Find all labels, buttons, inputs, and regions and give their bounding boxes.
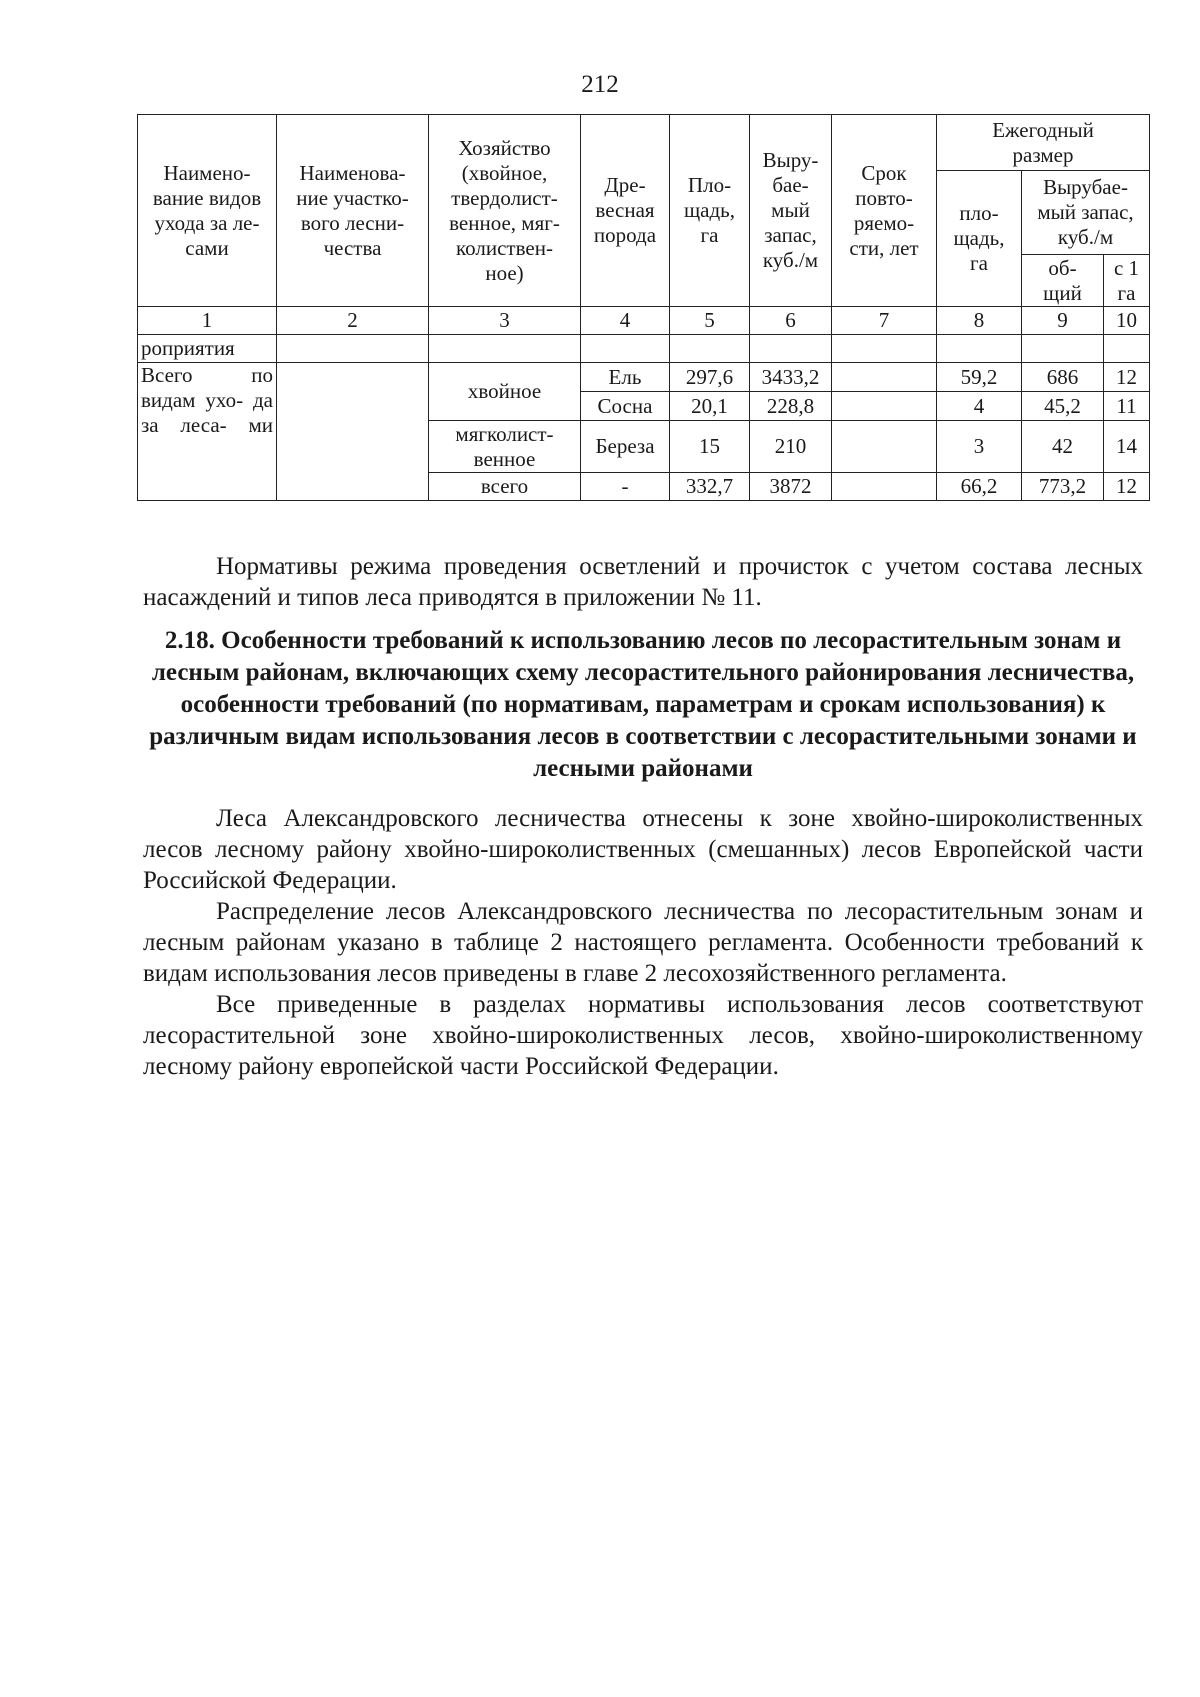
annual-total-cell: 45,2 — [1022, 392, 1104, 421]
per-hectare-cell: 14 — [1104, 421, 1150, 473]
stock-cell: 228,8 — [750, 392, 832, 421]
annual-area-cell: 4 — [937, 392, 1022, 421]
column-number: 5 — [670, 307, 750, 335]
column-number: 10 — [1104, 307, 1150, 335]
species-cell: Береза — [581, 421, 670, 473]
stock-cell: 3872 — [750, 473, 832, 501]
paragraph: Все приведенные в разделах нормативы использования лесов соответствуют лесорастительной зоне хвойно-широколиственных лесов, хвойно-широколиственному лесному району европейской части Российской Федерации. — [143, 991, 1143, 1080]
table-row — [138, 363, 1150, 392]
column-number: 4 — [581, 307, 670, 335]
annual-area-cell: 66,2 — [937, 473, 1022, 501]
total-label: Всего по видам ухо- да за леса- ми — [138, 363, 277, 501]
annual-total-cell: 773,2 — [1022, 473, 1104, 501]
per-hectare-cell: 12 — [1104, 363, 1150, 392]
area-cell: 332,7 — [670, 473, 750, 501]
column-number: 9 — [1022, 307, 1104, 335]
column-number: 1 — [138, 307, 277, 335]
period-cell — [832, 421, 937, 473]
carry-over-row — [138, 335, 1150, 363]
header-district: Наименова- ние участко- вого лесни- чества — [277, 115, 429, 307]
group-softwood: мягколист- венное — [429, 421, 581, 473]
header-area: Пло- щадь, га — [670, 115, 750, 307]
column-number-row — [138, 307, 1150, 335]
annual-area-cell: 59,2 — [937, 363, 1022, 392]
header-species: Дре- весная порода — [581, 115, 670, 307]
header-period: Срок повто- ряемо- сти, лет — [832, 115, 937, 307]
per-hectare-cell: 12 — [1104, 473, 1150, 501]
page-number: 212 — [581, 71, 619, 98]
header-care-type: Наимено- вание видов ухода за ле- сами — [138, 115, 277, 307]
group-all: всего — [429, 473, 581, 501]
paragraph: Распределение лесов Александровского лесничества по лесорастительным зонам и лесным районам указано в таблице 2 настоящего регламента. Особенности требований к видам использования лесов приведены в главе 2 лесохозяйственного регламента. — [143, 898, 1143, 987]
species-cell: Сосна — [581, 392, 670, 421]
column-number: 8 — [937, 307, 1022, 335]
area-cell: 20,1 — [670, 392, 750, 421]
group-coniferous: хвойное — [429, 363, 581, 421]
paragraph: Леса Александровского лесничества отнесены к зоне хвойно-широколиственных лесов лесному району хвойно-широколиственных (смешанных) лесов Европейской части Российской Федерации. — [143, 805, 1143, 894]
per-hectare-cell: 11 — [1104, 392, 1150, 421]
header-annual-stock: Вырубае- мый запас, куб./м — [1022, 171, 1150, 255]
section-heading: 2.18. Особенности требований к использованию лесов по лесорастительным зонам и лесным районам, включающих схему лесорастительного районирования лесничества, особенности требований (по нормативам, параметрам и срокам использования) к различным видам использования лесов в соответствии с лесорастительными зонами и лесными районами — [149, 627, 1137, 782]
annual-total-cell: 686 — [1022, 363, 1104, 392]
area-cell: 15 — [670, 421, 750, 473]
column-number: 6 — [750, 307, 832, 335]
norms-text: Нормативы режима проведения осветлений и прочисток с учетом состава лесных насаждений и типов леса приводятся в приложении № 11. — [143, 553, 1143, 611]
annual-area-cell: 3 — [937, 421, 1022, 473]
area-cell: 297,6 — [670, 363, 750, 392]
period-cell — [832, 392, 937, 421]
header-management: Хозяйство (хвойное, твердолист- венное, мяг- колиствен- ное) — [429, 115, 581, 307]
header-stock: Выру- бае- мый запас, куб./м — [750, 115, 832, 307]
annual-total-cell: 42 — [1022, 421, 1104, 473]
header-annual-total: об- щий — [1022, 255, 1104, 307]
forest-care-table — [137, 114, 1150, 501]
section-body — [143, 803, 1143, 1082]
period-cell — [832, 363, 937, 392]
header-annual-size: Ежегодный размер — [937, 115, 1150, 171]
stock-cell: 210 — [750, 421, 832, 473]
header-annual-area: пло- щадь, га — [937, 171, 1022, 307]
period-cell — [832, 473, 937, 501]
header-per-hectare: с 1 га — [1104, 255, 1150, 307]
stock-cell: 3433,2 — [750, 363, 832, 392]
species-cell: Ель — [581, 363, 670, 392]
column-number: 2 — [277, 307, 429, 335]
column-number: 3 — [429, 307, 581, 335]
norms-paragraph — [143, 551, 1143, 613]
column-number: 7 — [832, 307, 937, 335]
carry-over-text: роприятия — [138, 335, 277, 363]
species-cell: - — [581, 473, 670, 501]
